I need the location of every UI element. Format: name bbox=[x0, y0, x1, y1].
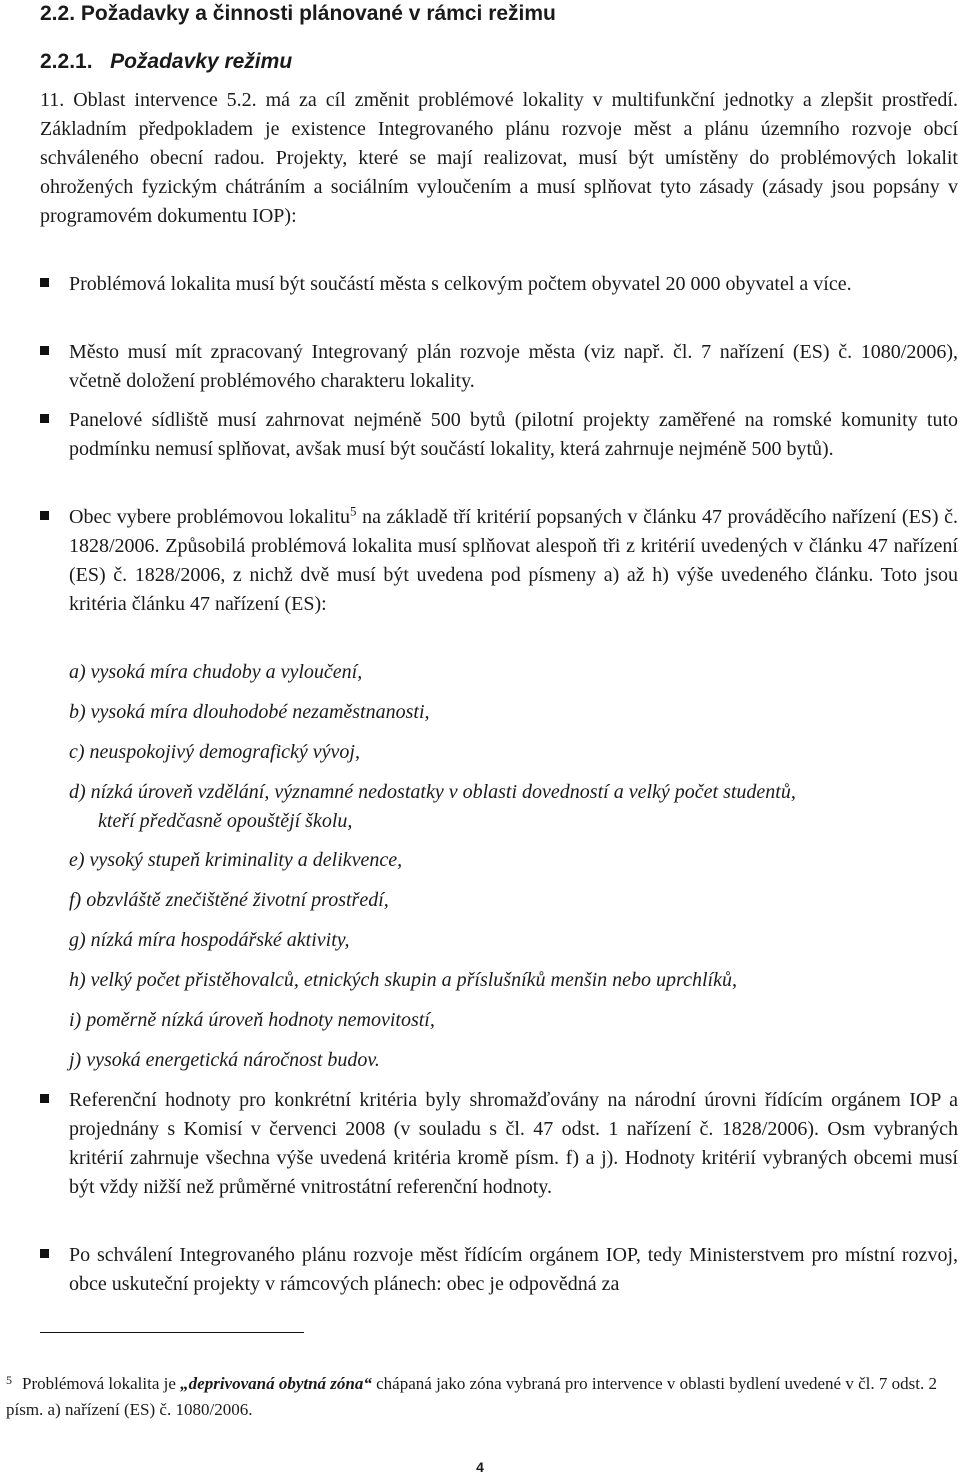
bullet-text: Referenční hodnoty pro konkrétní kritéria byly shromažďovány na národní úrovni řídícím orgánem IOP a projednány s Komisí v červenci 2008 (v souladu s čl. 47 odst. 1 nařízení č. 1828/2006). Osm vybraných kritérií zahrnuje všechna výše uvedená kritéria kromě písm. f) a j). Hodnoty kritérií vybraných obcemi musí být vždy nižší než průměrné vnitrostátní referenční hodnoty. bbox=[69, 1089, 958, 1198]
bullet-text-rest: na základě tří kritérií popsaných v článku 47 prováděcího nařízení (ES) č. 1828/2006. Způsobilá problémová lokalita musí splňovat alespoň tři z kritérií uvedených v článku 47 nařízení (ES) č. 1828/2006, z nichž dvě musí být uvedena pod písmeny a) až h) výše uvedeného článku. Toto jsou kritéria článku 47 nařízení (ES): bbox=[69, 506, 958, 615]
square-bullet-icon bbox=[40, 1249, 49, 1258]
intro-paragraph: 11. Oblast intervence 5.2. má za cíl změnit problémové lokality v multifunkční jednotky a zlepšit prostředí. Základním předpokladem je existence Integrovaného plánu rozvoje měst a plánu územního rozvoje obcí schváleného obecní radou. Projekty, které se mají realizovat, musí být umístěny do problémových lokalit ohrožených fyzickým chátráním a sociálním vyloučením a musí splňovat tyto zásady (zásady jsou popsány v programovém dokumentu IOP): bbox=[40, 89, 958, 227]
criterion-e: e) vysoký stupeň kriminality a delikvence, bbox=[69, 849, 403, 871]
criterion-d bbox=[69, 778, 958, 836]
section-heading: 2.2. Požadavky a činnosti plánované v rámci režimu bbox=[40, 2, 556, 25]
bullet-text: Panelové sídliště musí zahrnovat nejméně 500 bytů (pilotní projekty zaměřené na romské komunity tuto podmínku nemusí splňovat, avšak musí být součástí lokality, která zahrnuje nejméně 500 bytů). bbox=[69, 409, 958, 460]
criterion-b: b) vysoká míra dlouhodobé nezaměstnanosti, bbox=[69, 701, 430, 723]
subsection-title: Požadavky režimu bbox=[110, 50, 293, 73]
bullet-text: Město musí mít zpracovaný Integrovaný plán rozvoje města (viz např. čl. 7 nařízení (ES) č. 1080/2006), včetně doložení problémového charakteru lokality. bbox=[69, 341, 958, 392]
criterion-j: j) vysoká energetická náročnost budov. bbox=[69, 1049, 380, 1071]
criterion-g: g) nízká míra hospodářské aktivity, bbox=[69, 929, 350, 951]
square-bullet-icon bbox=[40, 346, 49, 355]
subsection-heading bbox=[40, 50, 292, 74]
criterion-f: f) obzvláště znečištěné životní prostředí, bbox=[69, 889, 389, 911]
bullet-text bbox=[69, 503, 958, 619]
bullet-text-start: Obec vybere problémovou lokalitu bbox=[69, 506, 351, 528]
footnote-text-start: Problémová lokalita je bbox=[22, 1374, 181, 1393]
bullet-text: Problémová lokalita musí být součástí města s celkovým počtem obyvatel 20 000 obyvatel a více. bbox=[69, 273, 852, 295]
footnote-text-rest: chápaná jako zóna vybraná pro intervence v oblasti bydlení uvedené v čl. 7 odst. 2 písm. a) nařízení (ES) č. 1080/2006. bbox=[6, 1374, 937, 1419]
footnote-divider bbox=[40, 1332, 304, 1333]
criterion-c: c) neuspokojivý demografický vývoj, bbox=[69, 741, 360, 763]
subsection-number: 2.2.1. bbox=[40, 50, 93, 73]
footnote-mark: 5 bbox=[6, 1373, 12, 1387]
criterion-h: h) velký počet přistěhovalců, etnických skupin a příslušníků menšin nebo uprchlíků, bbox=[69, 969, 737, 991]
footnote-quoted-term: „deprivovaná obytná zóna“ bbox=[180, 1374, 372, 1393]
footnote-reference[interactable]: 5 bbox=[350, 503, 357, 519]
criterion-i: i) poměrně nízká úroveň hodnoty nemovitostí, bbox=[69, 1009, 435, 1031]
square-bullet-icon bbox=[40, 511, 49, 520]
square-bullet-icon bbox=[40, 1094, 49, 1103]
criterion-d-line1: d) nízká úroveň vzdělání, významné nedostatky v oblasti dovedností a velký počet studentů, bbox=[69, 781, 796, 803]
criterion-a: a) vysoká míra chudoby a vyloučení, bbox=[69, 661, 363, 683]
criterion-d-line2: kteří předčasně opouštějí školu, bbox=[98, 810, 353, 832]
footnote bbox=[6, 1371, 958, 1423]
bullet-text: Po schválení Integrovaného plánu rozvoje měst řídícím orgánem IOP, tedy Ministerstvem pro místní rozvoj, obce uskuteční projekty v rámcových plánech: obec je odpovědná za bbox=[69, 1244, 958, 1295]
square-bullet-icon bbox=[40, 414, 49, 423]
page-number: 4 bbox=[476, 1459, 484, 1475]
square-bullet-icon bbox=[40, 278, 49, 287]
